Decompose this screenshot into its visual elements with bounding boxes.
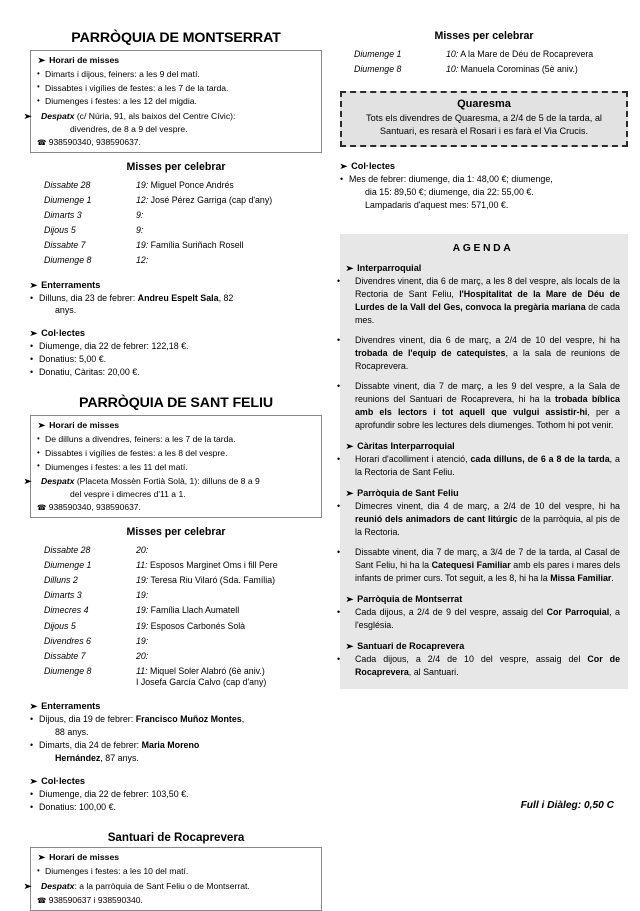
mass-time: 20: bbox=[136, 650, 149, 661]
mass-intention: José Pérez Garriga (cap d'any) bbox=[148, 195, 273, 206]
mass-time: 19: bbox=[136, 590, 149, 601]
despatx-continuation: del vespre i dimecres d'11 a 1. bbox=[70, 489, 186, 500]
agenda-group bbox=[337, 440, 620, 479]
bullet-icon: • bbox=[337, 606, 341, 617]
agenda-item-text: , a la Rectoria de Sant Feliu. bbox=[355, 453, 620, 477]
mass-day: Dijous 5 bbox=[44, 620, 76, 631]
office-hours-item: ➤ Despatx (Placeta Mossèn Fortià Solà, 1): dilluns de 8 a 9 del vespre i dimecres d'11 a 1. bbox=[37, 475, 315, 500]
mass-day: Dimecres 4 bbox=[44, 605, 89, 616]
agenda-group-heading-label: Santuari de Rocaprevera bbox=[357, 640, 465, 651]
agenda-item-text: de la parròquia, al pis de la Rectoria. bbox=[355, 513, 620, 537]
agenda-item-emphasis: Missa Familiar bbox=[550, 572, 612, 583]
agenda-item bbox=[337, 500, 620, 539]
santfeliu-mass-table bbox=[30, 543, 322, 690]
agenda-title: AGENDA bbox=[452, 242, 514, 254]
mass-detail bbox=[442, 62, 628, 77]
agenda-item-text: . bbox=[611, 572, 614, 583]
burial-text: Dijous, dia 19 de febrer: bbox=[39, 714, 136, 724]
arrow-icon: ➤ bbox=[345, 263, 355, 274]
arrow-icon: ➤ bbox=[29, 329, 39, 340]
bullet-icon: • bbox=[337, 334, 341, 345]
schedule-heading bbox=[37, 420, 315, 431]
agenda-item bbox=[337, 453, 620, 479]
phone-line bbox=[37, 137, 315, 148]
santfeliu-collections-section bbox=[30, 776, 322, 814]
agenda-group-heading-label: Parròquia de Montserrat bbox=[357, 593, 463, 604]
agenda-item-emphasis: Cor Parroquial bbox=[546, 606, 610, 617]
mass-detail bbox=[132, 664, 322, 690]
collections-heading-label: Col·lectes bbox=[351, 161, 396, 172]
masses-heading: Misses per celebrar bbox=[434, 30, 534, 42]
agenda-item-text: Cada dijous, a 2/4 de 10 del vespre, assaig del bbox=[355, 653, 588, 664]
agenda-group-heading bbox=[346, 488, 620, 499]
mass-day: Diumenge 1 bbox=[44, 560, 92, 571]
mass-detail bbox=[132, 223, 322, 238]
bullet-icon: • bbox=[30, 801, 34, 812]
agenda-item-text: de cada mes. bbox=[355, 301, 620, 325]
arrow-icon: ➤ bbox=[37, 421, 47, 432]
table-row bbox=[30, 619, 322, 634]
schedule-heading-label: Horari de misses bbox=[49, 852, 120, 863]
agenda-item bbox=[337, 653, 621, 679]
agenda-item-text: Dissabte vinent, dia 7 de març, a les 9 del vespre, a la Sala de reunions del Santuari de Rocaprevera, hi ha la bbox=[355, 380, 620, 404]
mass-day: Dimarts 3 bbox=[44, 210, 82, 221]
phone-numbers: 938590340, 938590637. bbox=[48, 137, 141, 148]
mass-time: 11: bbox=[136, 665, 148, 676]
collection-text: Donatius: 100,00 €. bbox=[39, 801, 116, 812]
bullet-icon: • bbox=[30, 341, 34, 352]
burials-heading-label: Enterraments bbox=[41, 279, 101, 290]
agenda-item bbox=[337, 380, 620, 432]
agenda-item bbox=[337, 275, 620, 327]
mass-detail bbox=[132, 254, 322, 269]
table-row bbox=[30, 254, 322, 269]
bullet-icon: • bbox=[337, 380, 341, 391]
mass-detail bbox=[132, 574, 322, 589]
schedule-heading-label: Horari de misses bbox=[49, 55, 120, 66]
mass-intention: A la Mare de Déu de Rocaprevera bbox=[458, 48, 594, 59]
mass-day: Diumenge 8 bbox=[44, 255, 92, 266]
collection-item bbox=[30, 366, 322, 379]
mass-time: 12: bbox=[136, 195, 149, 206]
schedule-item: • De dilluns a divendres, feiners: a les 7 de la tarda. bbox=[37, 433, 315, 447]
mass-time: 19: bbox=[136, 620, 149, 631]
burials-heading bbox=[30, 280, 322, 291]
mass-day: Dissabte 7 bbox=[44, 240, 86, 251]
collection-item bbox=[30, 353, 322, 366]
mass-intention: Miquel Soler Alabró (6è aniv.) bbox=[147, 665, 265, 676]
office-hours-item: ➤ Despatx (c/ Núria, 91, als baixos del Centre Cívic): divendres, de 8 a 9 del vespre. bbox=[37, 110, 315, 135]
santfeliu-burials-section bbox=[30, 701, 322, 765]
table-row bbox=[30, 664, 322, 690]
schedule-item: • Diumenges i festes: a les 12 del migdia. bbox=[37, 95, 315, 109]
agenda-group-heading-label: Càritas Interparroquial bbox=[357, 440, 455, 451]
mass-time: 10: bbox=[446, 63, 459, 74]
mass-time: 10: bbox=[446, 48, 459, 59]
mass-detail bbox=[132, 589, 322, 604]
mass-day: Diumenge 8 bbox=[354, 63, 402, 74]
phone-line bbox=[37, 895, 315, 906]
mass-day: Diumenge 1 bbox=[44, 195, 92, 206]
mass-time: 19: bbox=[136, 240, 149, 251]
collections-heading-label: Col·lectes bbox=[41, 775, 86, 786]
right-column bbox=[337, 30, 628, 689]
bullet-icon: • bbox=[30, 739, 34, 750]
collections-heading-label: Col·lectes bbox=[41, 328, 86, 339]
mass-intention: Teresa Riu Vilaró (Sda. Família) bbox=[148, 575, 276, 586]
mass-detail bbox=[132, 634, 322, 649]
burials-heading bbox=[30, 701, 322, 712]
collections-heading bbox=[30, 328, 322, 339]
schedule-heading-label: Horari de misses bbox=[49, 420, 120, 431]
burial-name: Maria Moreno bbox=[141, 739, 200, 750]
table-row bbox=[30, 178, 322, 193]
mass-detail bbox=[132, 239, 322, 254]
mass-intention-extra: I Josefa García Calvo (cap d'any) bbox=[136, 676, 267, 687]
agenda-item-text: Cada dijous, a 2/4 de 9 del vespre, assaig del bbox=[355, 606, 547, 617]
burial-age: , bbox=[241, 714, 245, 724]
despatx-text: (c/ Núria, 91, als baixos del Centre Cívic): bbox=[74, 111, 236, 122]
phone-numbers: 938590340, 938590637. bbox=[48, 502, 141, 513]
agenda-item-text: Divendres vinent, dia 6 de març, a 2/4 de 10 del vespre, hi ha bbox=[355, 334, 620, 345]
page-title-santfeliu: PARRÒQUIA DE SANT FELIU bbox=[79, 395, 273, 412]
burial-name: Andreu Espelt Sala bbox=[137, 292, 219, 303]
schedule-item: • Diumenges i festes: a les 10 del matí. bbox=[37, 865, 315, 879]
bullet-icon: • bbox=[337, 500, 341, 511]
page-footer-price: Full i Diàleg: 0,50 C bbox=[520, 800, 614, 811]
mass-detail bbox=[132, 559, 322, 574]
office-hours-item: ➤ Despatx: a la parròquia de Sant Feliu o de Montserrat. bbox=[23, 881, 250, 893]
collections-heading bbox=[30, 776, 322, 787]
despatx-continuation: divendres, de 8 a 9 del vespre. bbox=[70, 124, 188, 135]
mass-day: Dilluns 2 bbox=[44, 575, 78, 586]
quaresma-body: Tots els divendres de Quaresma, a 2/4 de 5 de la tarda, al Santuari, es resarà el Rosari i es farà el Via Crucis. bbox=[366, 113, 602, 137]
agenda-group-heading bbox=[346, 594, 620, 605]
agenda-group-heading bbox=[346, 641, 620, 652]
mass-detail bbox=[132, 193, 322, 208]
montserrat-schedule-box bbox=[23, 50, 322, 153]
arrow-icon: ➤ bbox=[345, 488, 355, 499]
collection-text: Diumenge, dia 22 de febrer: 122,18 €. bbox=[39, 341, 189, 352]
despatx-label: Despatx bbox=[41, 476, 75, 487]
agenda-item-emphasis: Catequesi Familiar bbox=[431, 559, 511, 570]
bullet-icon: • bbox=[340, 174, 344, 185]
agenda-group-heading bbox=[346, 263, 620, 274]
bullet-icon: • bbox=[337, 275, 341, 286]
mass-detail bbox=[132, 619, 322, 634]
phone-line bbox=[37, 502, 315, 513]
arrow-icon: ➤ bbox=[29, 776, 39, 787]
burial-wrap: 88 anys. bbox=[55, 726, 89, 737]
bullet-icon: • bbox=[337, 546, 341, 557]
mass-intention: Manuela Corominas (5è aniv.) bbox=[458, 63, 578, 74]
schedule-item: • Dissabtes i vigílies de festes: a les 7 de la tarda. bbox=[37, 82, 315, 96]
collection-item bbox=[340, 173, 628, 212]
mass-time: 19: bbox=[136, 575, 149, 586]
table-row bbox=[340, 62, 628, 77]
table-row bbox=[30, 543, 322, 558]
mass-detail bbox=[132, 178, 322, 193]
collection-text: Donatiu, Càritas: 20,00 €. bbox=[39, 367, 140, 378]
mass-time: 12: bbox=[136, 255, 149, 266]
bullet-icon: • bbox=[30, 292, 34, 303]
burials-heading-label: Enterraments bbox=[41, 701, 101, 711]
arrow-icon: ➤ bbox=[345, 641, 355, 652]
agenda-group-heading bbox=[346, 441, 620, 452]
agenda-item-text: Divendres vinent, dia 6 de març, a les 8 del vespre, als locals de la Rectoria de Sant Feliu, bbox=[355, 275, 620, 299]
agenda-item-emphasis: reunió dels animadors de cant litúrgic bbox=[355, 513, 518, 524]
schedule-item: • Diumenges i festes: a les 11 del matí. bbox=[37, 461, 315, 475]
quaresma-title: Quaresma bbox=[457, 98, 511, 111]
mass-day: Divendres 6 bbox=[44, 635, 91, 646]
mass-detail bbox=[442, 47, 628, 62]
phone-icon: ☎ bbox=[37, 503, 47, 513]
phone-numbers: 938590637 i 938590340. bbox=[48, 895, 143, 906]
mass-intention: Família Llach Aumatell bbox=[148, 605, 240, 616]
parish-santfeliu-section bbox=[23, 395, 322, 813]
schedule-heading bbox=[37, 852, 315, 863]
mass-detail bbox=[132, 208, 322, 223]
mass-intention: Família Suriñach Rosell bbox=[148, 240, 244, 251]
table-row bbox=[30, 239, 322, 254]
burial-wrap: anys. bbox=[55, 305, 77, 316]
agenda-group bbox=[337, 262, 620, 432]
quaresma-callout bbox=[340, 91, 628, 147]
montserrat-collections-section bbox=[30, 328, 322, 379]
mass-time: 11: bbox=[136, 560, 148, 571]
agenda-group-heading-label: Interparroquial bbox=[357, 262, 422, 273]
mass-day: Dijous 5 bbox=[44, 225, 76, 236]
mass-intention: Esposos Carbonés Solà bbox=[148, 620, 246, 631]
table-row bbox=[30, 574, 322, 589]
bullet-icon: • bbox=[337, 453, 341, 464]
two-column-layout bbox=[23, 30, 621, 911]
agenda-item-emphasis: cada dilluns, de 6 a 8 de la tarda bbox=[470, 453, 610, 464]
agenda-group-heading-label: Parròquia de Sant Feliu bbox=[357, 487, 459, 498]
despatx-text: : a la parròquia de Sant Feliu o de Montserrat. bbox=[74, 881, 250, 892]
burial-item bbox=[30, 713, 322, 739]
despatx-label: Despatx bbox=[41, 881, 75, 892]
burial-text: Dilluns, dia 23 de febrer: bbox=[39, 292, 138, 303]
agenda-item-emphasis: l'Hospitalitat de la Mare de Déu de Lurdes de la Vall del Ges, convoca la pregària mariana bbox=[355, 288, 620, 312]
mass-time: 19: bbox=[136, 605, 149, 616]
mass-detail bbox=[132, 604, 322, 619]
collection-item bbox=[30, 788, 322, 801]
agenda-item bbox=[337, 606, 620, 632]
mass-time: 19: bbox=[136, 635, 149, 646]
agenda-item-text: , per a aprofundir sobre les lectures dels diumenges. Tothom hi pot venir. bbox=[355, 406, 620, 430]
agenda-item-text: Dissabte vinent, dia 7 de març, a 3/4 de 7 de la tarda, al Casal de Sant Feliu, hi ha la bbox=[355, 546, 620, 570]
arrow-icon: ➤ bbox=[339, 162, 349, 173]
mass-day: Dissabte 7 bbox=[44, 650, 86, 661]
mass-intention: Miguel Ponce Andrés bbox=[148, 180, 234, 191]
mass-day: Dimarts 3 bbox=[44, 590, 82, 601]
despatx-text: (Placeta Mossèn Fortià Solà, 1): dilluns de 8 a 9 bbox=[74, 476, 260, 487]
montserrat-mass-table bbox=[30, 178, 322, 268]
agenda-item-text: amb els pares i mares dels infants de primer curs. Tot seguit, a les 8, hi ha la bbox=[355, 559, 621, 583]
agenda-item-text: , a la sala de reunions de Rocaprevera. bbox=[355, 347, 620, 371]
agenda-group bbox=[337, 640, 621, 679]
table-row bbox=[30, 589, 322, 604]
arrow-icon: ➤ bbox=[29, 702, 39, 712]
bullet-icon: • bbox=[30, 367, 34, 378]
bullet-icon: • bbox=[30, 788, 34, 799]
table-row bbox=[30, 604, 322, 619]
arrow-icon: ➤ bbox=[29, 280, 39, 291]
bullet-icon: • bbox=[30, 714, 34, 724]
schedule-item: • Dimarts i dijous, feiners: a les 9 del matí. bbox=[37, 68, 315, 82]
parish-montserrat-section bbox=[23, 30, 322, 379]
agenda-item bbox=[337, 546, 621, 585]
agenda-group bbox=[337, 487, 621, 585]
table-row bbox=[30, 208, 322, 223]
collection-item bbox=[30, 801, 322, 814]
page-title-rocaprevera: Santuari de Rocaprevera bbox=[107, 831, 245, 845]
agenda-item-text: Dimecres vinent, dia 4 de març, a 2/4 de 10 del vespre, hi ha bbox=[355, 500, 620, 511]
arrow-icon: ➤ bbox=[345, 441, 355, 452]
agenda-item bbox=[337, 334, 620, 373]
mass-time: 9: bbox=[136, 210, 144, 221]
agenda-panel bbox=[337, 234, 628, 689]
table-row bbox=[30, 223, 322, 238]
agenda-group bbox=[337, 593, 620, 632]
mass-time: 20: bbox=[136, 545, 149, 556]
table-row bbox=[340, 47, 628, 62]
table-row bbox=[30, 193, 322, 208]
mass-detail bbox=[132, 543, 322, 558]
rocaprevera-schedule-box bbox=[23, 847, 322, 911]
burial-age: , 87 anys. bbox=[100, 752, 139, 763]
table-row bbox=[30, 559, 322, 574]
agenda-item-emphasis: trobada bíblica amb els lectors i tot aquell que vulgui assistir-hi bbox=[355, 393, 620, 417]
schedule-heading bbox=[37, 55, 315, 66]
collections-heading bbox=[340, 161, 628, 172]
mass-day: Diumenge 8 bbox=[44, 665, 92, 676]
collection-text-cont: dia 15: 89,50 €; diumenge, dia 22: 55,00 €. bbox=[365, 187, 534, 198]
agenda-item-text: , a l'església. bbox=[355, 606, 620, 630]
masses-heading: Misses per celebrar bbox=[126, 161, 226, 174]
table-row bbox=[30, 649, 322, 664]
left-column bbox=[23, 30, 322, 911]
despatx-label: Despatx bbox=[41, 111, 75, 122]
collection-text: Donatius: 5,00 €. bbox=[39, 354, 107, 365]
agenda-item-emphasis: trobada de l'equip de catequistes bbox=[355, 347, 506, 358]
page-title-montserrat: PARRÒQUIA DE MONTSERRAT bbox=[71, 30, 281, 46]
agenda-groups bbox=[337, 262, 621, 679]
sanctuary-rocaprevera-section bbox=[23, 831, 322, 911]
burial-wrap bbox=[39, 752, 322, 765]
burial-text: Dimarts, dia 24 de febrer: bbox=[39, 739, 142, 750]
collection-text: Mes de febrer: diumenge, dia 1: 48,00 €; diumenge, bbox=[349, 174, 553, 185]
bullet-icon: • bbox=[337, 653, 341, 664]
agenda-item-text: Horari d'acolliment i atenció, bbox=[355, 453, 471, 464]
montserrat-burials-section bbox=[30, 280, 322, 318]
arrow-icon: ➤ bbox=[37, 56, 47, 67]
mass-time: 19: bbox=[136, 180, 149, 191]
phone-icon: ☎ bbox=[37, 138, 47, 148]
mass-day: Dissabte 28 bbox=[44, 545, 91, 556]
collection-text-cont: Lampadaris d'aquest mes: 571,00 €. bbox=[365, 200, 509, 210]
burial-name-cont: Hernández bbox=[55, 752, 101, 763]
arrow-icon: ➤ bbox=[345, 594, 355, 605]
collection-text: Diumenge, dia 22 de febrer: 103,50 €. bbox=[39, 788, 189, 799]
masses-heading: Misses per celebrar bbox=[126, 526, 226, 539]
burial-name: Francisco Muñoz Montes bbox=[135, 714, 242, 724]
bullet-icon: • bbox=[30, 354, 34, 365]
mass-intention: Esposos Marginet Oms i fill Pere bbox=[147, 560, 278, 571]
mass-detail bbox=[132, 649, 322, 664]
arrow-icon: ➤ bbox=[37, 853, 47, 864]
mass-day: Dissabte 28 bbox=[44, 180, 91, 191]
table-row bbox=[30, 634, 322, 649]
agenda-item-emphasis: Cor de Rocaprevera bbox=[355, 653, 621, 677]
mass-day: Diumenge 1 bbox=[354, 48, 402, 59]
phone-icon: ☎ bbox=[37, 896, 47, 906]
rocaprevera-collections-section bbox=[340, 161, 628, 212]
burial-item bbox=[30, 739, 322, 765]
mass-time: 9: bbox=[136, 225, 144, 236]
burial-item bbox=[30, 292, 322, 318]
rocaprevera-mass-table bbox=[340, 47, 628, 77]
burial-age: , 82 bbox=[218, 292, 234, 303]
agenda-item-text: , al Santuari. bbox=[408, 666, 459, 677]
collection-item bbox=[30, 340, 322, 353]
santfeliu-schedule-box bbox=[23, 415, 322, 518]
schedule-item: • Dissabtes i vigílies de festes: a les 8 del vespre. bbox=[37, 447, 315, 461]
